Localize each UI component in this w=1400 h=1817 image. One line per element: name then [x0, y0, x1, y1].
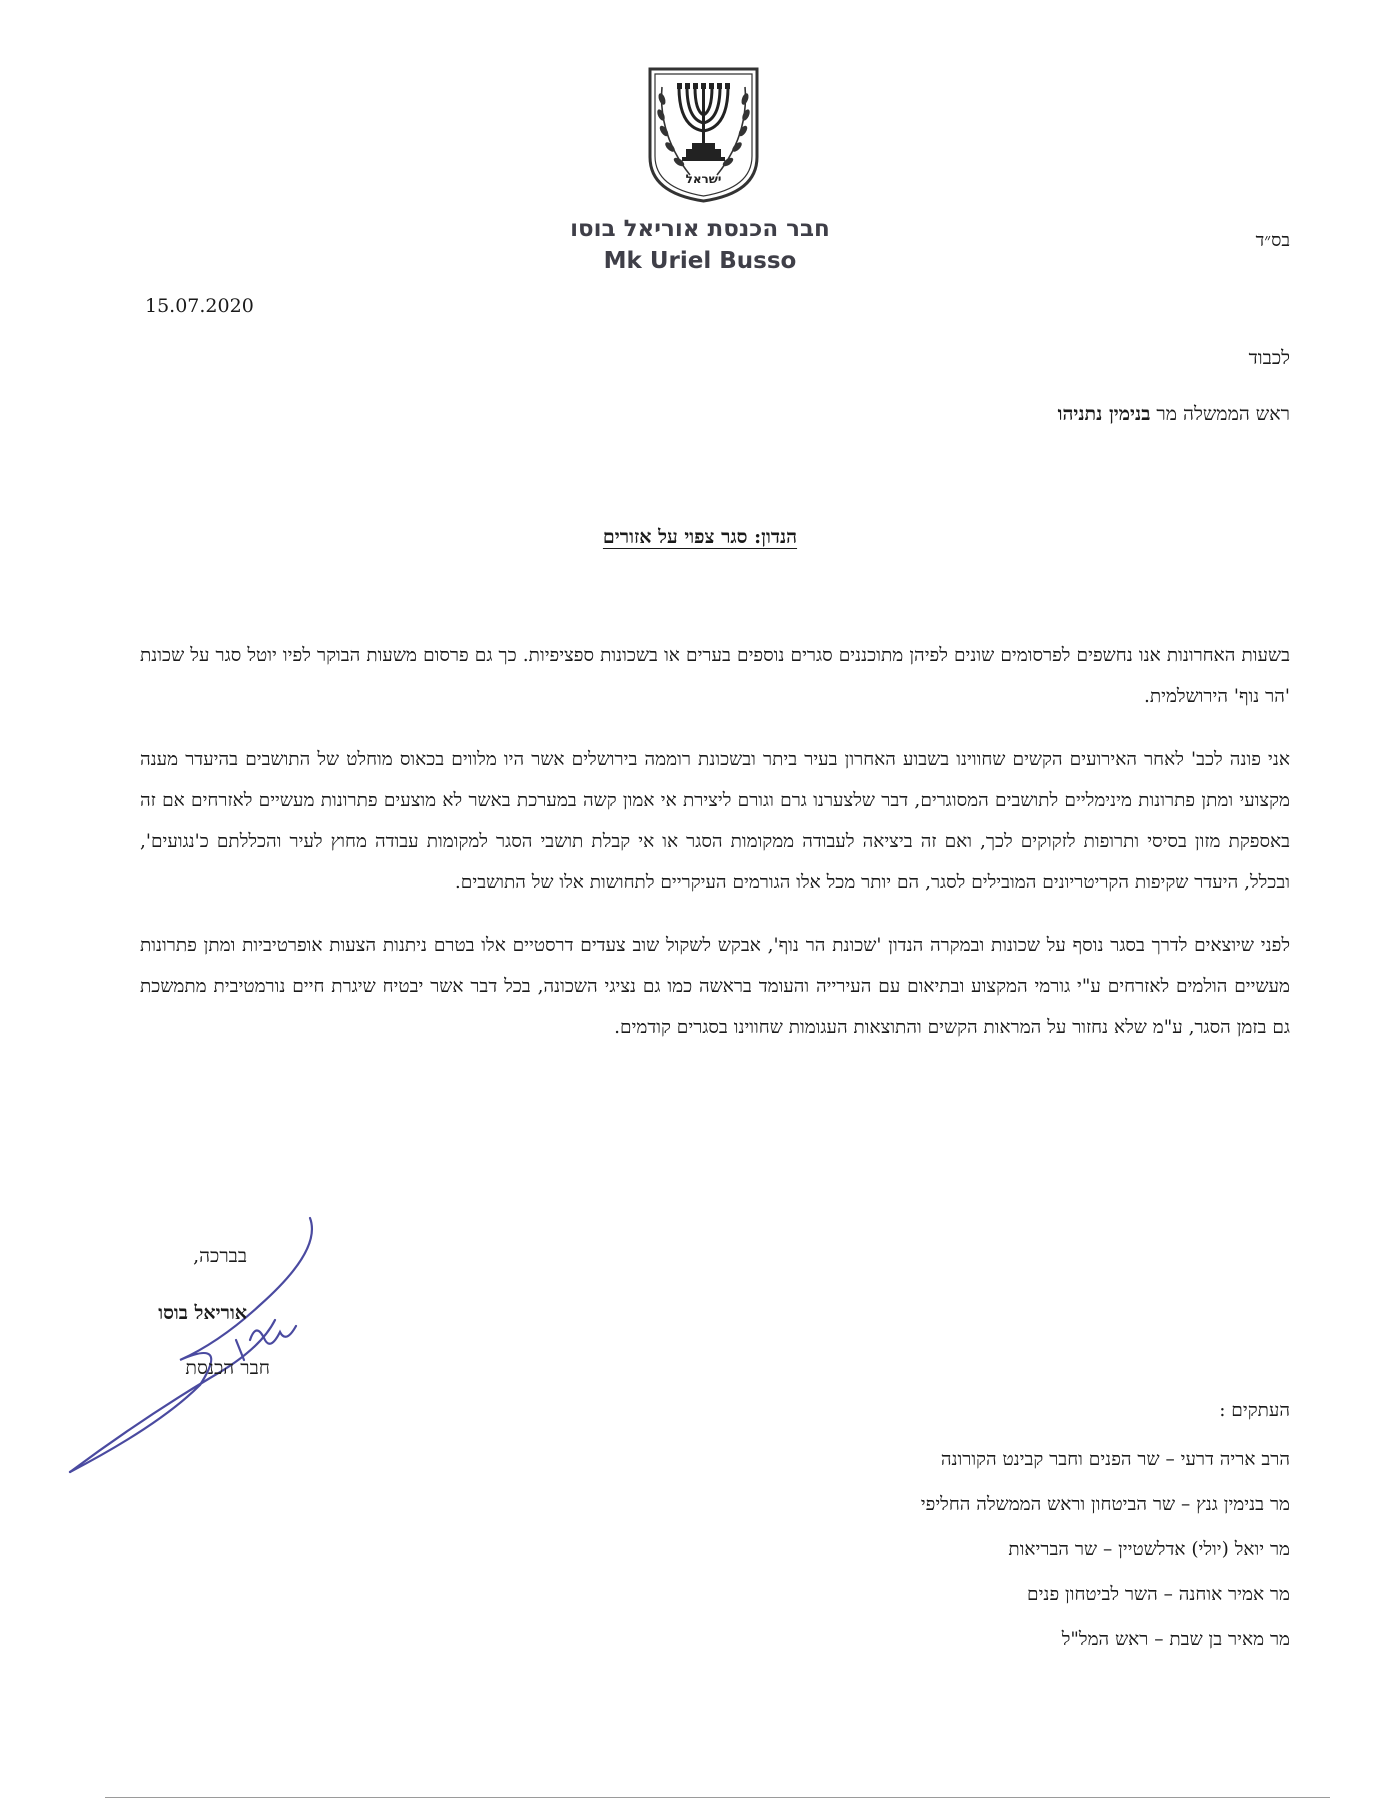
body-paragraph: אני פונה לכב' לאחר האירועים הקשים שחווינו בשבוע האחרון בעיר ביתר ובשכונת רוממה בירושלים אשר היו מלווים בכאוס מוחלט של התושבים בהיעדר מענה מקצועי ומתן פתרונות מינימליים לתושבים המסוגרים, דבר שלצערנו גרם וגורם ליצירת אי אמון קשה במערכת באשר לא מוצעים פתרונות מעשיים לאזרחים אם זה באספקת מזון בסיסי ותרופות לזקוקים לכך, ואם זה ביציאה לעבודה ממקומות הסגר או אי קבלת תושבי הסגר למקומות עבודה מחוץ לעיר והכללתם כ'נגועים', ובכלל, היעדר שקיפות הקריטריונים המובילים לסגר, הם יותר מכל אלו הגורמים העיקריים לתחושות אלו של התושבים. [140, 749, 1290, 893]
copy-recipient: הרב אריה דרעי – שר הפנים וחבר קבינט הקורונה [940, 1449, 1290, 1470]
recipient-line [1058, 403, 1290, 426]
signer-name: אוריאל בוסו [158, 1302, 247, 1324]
bsd-mark: בס״ד [1255, 230, 1290, 251]
footer-divider [105, 1797, 1330, 1798]
body-paragraph: בשעות האחרונות אנו נחשפים לפרסומים שונים לפיהן מתוכננים סגרים נוספים בערים או בשכונות ספציפיות. כך גם פרסום משעות הבוקר לפיו יוטל סגר על שכונת 'הר נוף' הירושלמית. [140, 645, 1290, 707]
letterhead-name-hebrew: חבר הכנסת אוריאל בוסו [570, 216, 830, 242]
letter-subject: הנדון: סגר צפוי על אזורים [602, 526, 798, 548]
copies-label: העתקים : [1219, 1400, 1290, 1421]
copy-recipient: מר מאיר בן שבת – ראש המל"ל [1061, 1629, 1290, 1650]
letter-body [140, 635, 1290, 1070]
closing-greeting: בברכה, [193, 1245, 247, 1267]
copy-recipient: מר בנימין גנץ – שר הביטחון וראש הממשלה החליפי [920, 1494, 1290, 1515]
copies-list [921, 1400, 1290, 1662]
letterhead-name-english: Mk Uriel Busso [603, 248, 797, 274]
body-paragraph: לפני שיוצאים לדרך בסגר נוסף על שכונות ובמקרה הנדון 'שכונת הר נוף', אבקש לשקול שוב צעדים דרסטיים אלו בטרם ניתנות הצעות אופרטיביות ומתן פתרונות מעשיים הולמים לאזרחים ע"י גורמי המקצוע ובתיאום עם העירייה והעומד בראשה כמו גם נציגי השכונה, בכל דבר אשר יבטיח שיגרת חיים נורמטיבית מתמשכת גם בזמן הסגר, ע"מ שלא נחזור על המראות הקשים והתוצאות העגומות שחווינו בסגרים קודמים. [140, 935, 1290, 1038]
signer-title: חבר הכנסת [185, 1357, 270, 1379]
letter-date: 15.07.2020 [145, 295, 254, 317]
recipient-title: ראש הממשלה מר [1156, 403, 1290, 425]
recipient-honorific: לכבוד [1248, 347, 1290, 369]
emblem-label: ישראל [685, 172, 722, 186]
copy-recipient: מר אמיר אוחנה – השר לביטחון פנים [1027, 1584, 1290, 1605]
copy-recipient: מר יואל (יולי) אדלשטיין – שר הבריאות [1008, 1539, 1290, 1560]
state-emblem-icon [646, 65, 761, 205]
recipient-name: בנימין נתניהו [1057, 403, 1151, 425]
